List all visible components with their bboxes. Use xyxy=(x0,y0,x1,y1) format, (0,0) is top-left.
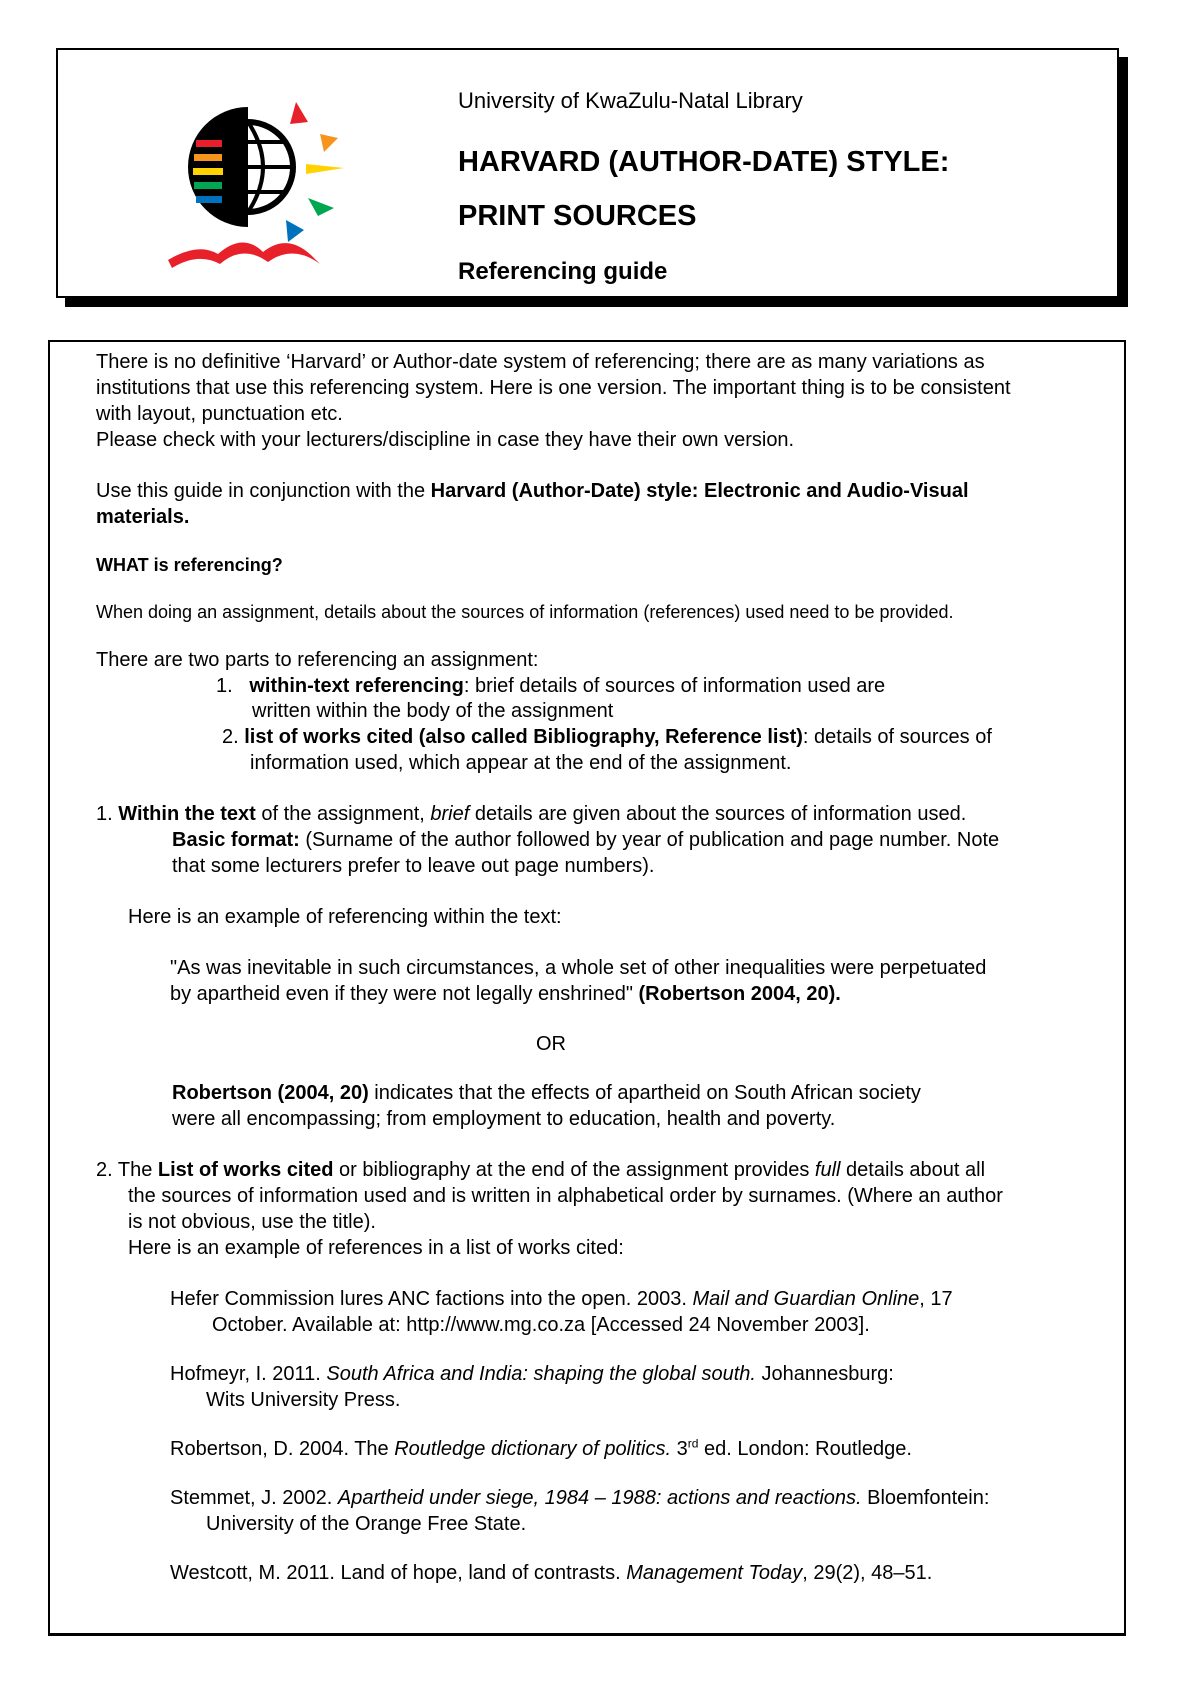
ref-2-cont: Wits University Press. xyxy=(206,1389,401,1411)
ref-5-text: Westcott, M. 2011. Land of hope, land of contrasts. xyxy=(170,1562,627,1584)
ref-3-text: Robertson, D. 2004. The xyxy=(170,1438,395,1460)
ref-3-text-2: 3 xyxy=(671,1438,688,1460)
list-text-1: or bibliography at the end of the assignment provides xyxy=(333,1159,815,1181)
what-text: When doing an assignment, details about the sources of information (references) used need to be provided. xyxy=(96,602,954,622)
list-italic: full xyxy=(814,1159,841,1181)
basic-format-cont: that some lecturers prefer to leave out page numbers). xyxy=(172,855,655,877)
item-1-text: : brief details of sources of information used are xyxy=(463,675,886,697)
within-text-2: details are given about the sources of information used. xyxy=(469,803,967,825)
intro-line-1: There is no definitive ‘Harvard’ or Author-date system of referencing; there are as many variations as xyxy=(96,351,985,373)
item-2-text: : details of sources of xyxy=(802,726,992,748)
ref-1-text-2: , 17 xyxy=(919,1288,953,1310)
use-guide-bold: Harvard (Author-Date) style: Electronic and Audio-Visual xyxy=(430,480,969,502)
list-line-4: Here is an example of references in a list of works cited: xyxy=(128,1237,624,1259)
ref-1-cont: October. Available at: http://www.mg.co.za [Accessed 24 November 2003]. xyxy=(212,1314,870,1336)
list-number: 2. The xyxy=(96,1159,158,1181)
within-line-1 xyxy=(96,801,966,827)
item-2-number: 2. xyxy=(222,726,239,748)
basic-format-text: (Surname of the author followed by year of publication and page number. Note xyxy=(299,829,1000,851)
ref-3-italic: Routledge dictionary of politics. xyxy=(394,1438,672,1460)
use-guide-text: Use this guide in conjunction with the xyxy=(96,480,431,502)
list-line-1 xyxy=(96,1157,985,1183)
title-line-2: PRINT SOURCES xyxy=(458,200,697,232)
ref-2-italic: South Africa and India: shaping the global south. xyxy=(326,1363,756,1385)
alt-line-2: were all encompassing; from employment to education, health and poverty. xyxy=(172,1108,836,1130)
item-1-number: 1. xyxy=(216,675,233,697)
parts-intro: There are two parts to referencing an assignment: xyxy=(96,649,539,671)
subtitle: Referencing guide xyxy=(458,258,668,285)
intro-line-2: institutions that use this referencing system. Here is one version. The important thing is to be consistent xyxy=(96,377,1011,399)
parts-item-2-cont: information used, which appear at the end of the assignment. xyxy=(250,752,792,774)
ref-4-text: Stemmet, J. 2002. xyxy=(170,1487,338,1509)
header-box xyxy=(56,48,1119,298)
title-line-1: HARVARD (AUTHOR-DATE) STYLE: xyxy=(458,146,950,178)
ref-5-text-2: , 29(2), 48–51. xyxy=(802,1562,933,1584)
ref-1-italic: Mail and Guardian Online xyxy=(692,1288,920,1310)
parts-item-2 xyxy=(222,724,992,750)
list-bold: List of works cited xyxy=(157,1159,334,1181)
ref-3 xyxy=(170,1436,912,1462)
parts-item-1-cont: written within the body of the assignment xyxy=(252,700,614,722)
ref-1 xyxy=(170,1286,953,1312)
quote-text: by apartheid even if they were not legally enshrined" xyxy=(170,983,639,1005)
alt-text: indicates that the effects of apartheid on South African society xyxy=(368,1082,921,1104)
basic-format-line xyxy=(172,827,999,853)
ref-2 xyxy=(170,1361,894,1387)
within-italic: brief xyxy=(430,803,470,825)
alt-line-1 xyxy=(172,1080,921,1106)
intro-line-3: with layout, punctuation etc. xyxy=(96,403,343,425)
ref-4-text-2: Bloemfontein: xyxy=(861,1487,990,1509)
or-divider: OR xyxy=(536,1033,566,1055)
library-name: University of KwaZulu-Natal Library xyxy=(458,88,803,113)
quote-line-2 xyxy=(170,981,841,1007)
ref-4-cont: University of the Orange Free State. xyxy=(206,1513,527,1535)
item-1-bold: within-text referencing xyxy=(249,675,464,697)
list-line-2: the sources of information used and is written in alphabetical order by surnames. (Where an author xyxy=(128,1185,1003,1207)
within-number: 1. xyxy=(96,803,119,825)
ref-1-text: Hefer Commission lures ANC factions into the open. 2003. xyxy=(170,1288,693,1310)
ref-4 xyxy=(170,1485,989,1511)
ref-5 xyxy=(170,1560,932,1586)
use-guide-bold-cont: materials. xyxy=(96,506,190,528)
ref-2-text: Hofmeyr, I. 2011. xyxy=(170,1363,327,1385)
ref-2-text-2: Johannesburg: xyxy=(755,1363,894,1385)
parts-item-1 xyxy=(216,673,885,699)
within-bold: Within the text xyxy=(118,803,256,825)
ref-5-italic: Management Today xyxy=(626,1562,803,1584)
ref-4-italic: Apartheid under siege, 1984 – 1988: actions and reactions. xyxy=(337,1487,862,1509)
example-intro: Here is an example of referencing within the text: xyxy=(128,906,562,928)
alt-citation: Robertson (2004, 20) xyxy=(172,1082,369,1104)
ref-3-text-3: ed. London: Routledge. xyxy=(698,1438,912,1460)
list-line-3: is not obvious, use the title). xyxy=(128,1211,376,1233)
quote-line-1: "As was inevitable in such circumstances, a whole set of other inequalities were perpetuated xyxy=(170,957,987,979)
within-text-1: of the assignment, xyxy=(255,803,431,825)
use-guide-line xyxy=(96,478,969,504)
intro-line-4: Please check with your lecturers/discipline in case they have their own version. xyxy=(96,429,795,451)
list-text-2: details about all xyxy=(840,1159,986,1181)
item-2-bold: list of works cited (also called Bibliography, Reference list) xyxy=(244,726,803,748)
what-heading: WHAT is referencing? xyxy=(96,555,283,575)
ukzn-logo-icon xyxy=(148,82,348,282)
quote-citation: (Robertson 2004, 20). xyxy=(638,983,841,1005)
ref-3-superscript: rd xyxy=(687,1436,699,1451)
basic-format-bold: Basic format: xyxy=(172,829,300,851)
